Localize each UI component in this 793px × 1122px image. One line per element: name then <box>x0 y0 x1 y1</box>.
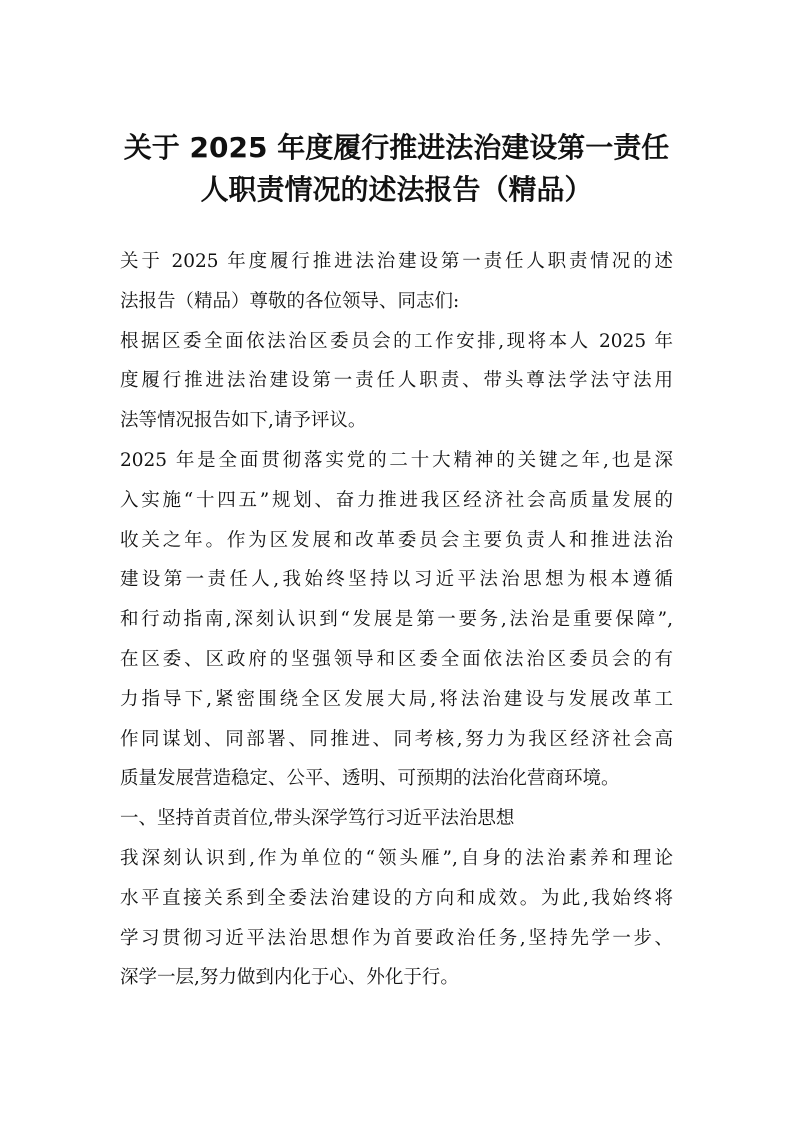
text-line: 根据区委全面依法治区委员会的工作安排,现将本人 2025 年 <box>120 330 673 352</box>
text-line: 收关之年。作为区发展和改革委员会主要负责人和推进法治 <box>120 529 673 551</box>
text-line: 深学一层,努力做到内化于心、外化于行。 <box>120 967 459 989</box>
paragraph <box>120 322 673 441</box>
text-line: 2025 年是全面贯彻落实党的二十大精神的关键之年,也是深 <box>120 449 673 471</box>
text-line: 入实施“十四五”规划、奋力推进我区经济社会高质量发展的 <box>120 489 673 511</box>
text-line: 和行动指南,深刻认识到“发展是第一要务,法治是重要保障”, <box>120 609 673 631</box>
text-line: 关于 2025 年度履行推进法治建设第一责任人职责情况的述 <box>120 251 673 272</box>
paragraph <box>120 441 673 799</box>
text-line: 学习贯彻习近平法治思想作为首要政治任务,坚持先学一步、 <box>120 927 673 949</box>
text-line: 水平直接关系到全委法治建设的方向和成效。为此,我始终将 <box>120 887 673 909</box>
text-line: 法等情况报告如下,请予评议。 <box>120 410 367 432</box>
text-line: 我深刻认识到,作为单位的“领头雁”,自身的法治素养和理论 <box>120 847 673 869</box>
text-line: 作同谋划、同部署、同推进、同考核,努力为我区经济社会高 <box>120 728 673 750</box>
text-line: 建设第一责任人,我始终坚持以习近平法治思想为根本遵循 <box>120 569 673 591</box>
paragraph <box>120 839 673 998</box>
text-line: 法报告（精品）尊敬的各位领导、同志们: <box>120 290 460 312</box>
text-line: 力指导下,紧密围绕全区发展大局,将法治建设与发展改革工 <box>120 688 673 710</box>
paragraph <box>120 242 673 322</box>
text-line: 度履行推进法治建设第一责任人职责、带头尊法学法守法用 <box>120 370 673 392</box>
text-line: 一、坚持首责首位,带头深学笃行习近平法治思想 <box>120 808 515 830</box>
document-title-line-1: 关于 2025 年度履行推进法治建设第一责任 <box>123 131 670 164</box>
text-line: 质量发展营造稳定、公平、透明、可预期的法治化营商环境。 <box>120 768 620 790</box>
document-body <box>120 242 673 998</box>
text-line: 在区委、区政府的坚强领导和区委全面依法治区委员会的有 <box>120 648 673 670</box>
document-title-line-2: 人职责情况的述法报告（精品） <box>200 173 593 206</box>
section-heading <box>120 799 673 839</box>
